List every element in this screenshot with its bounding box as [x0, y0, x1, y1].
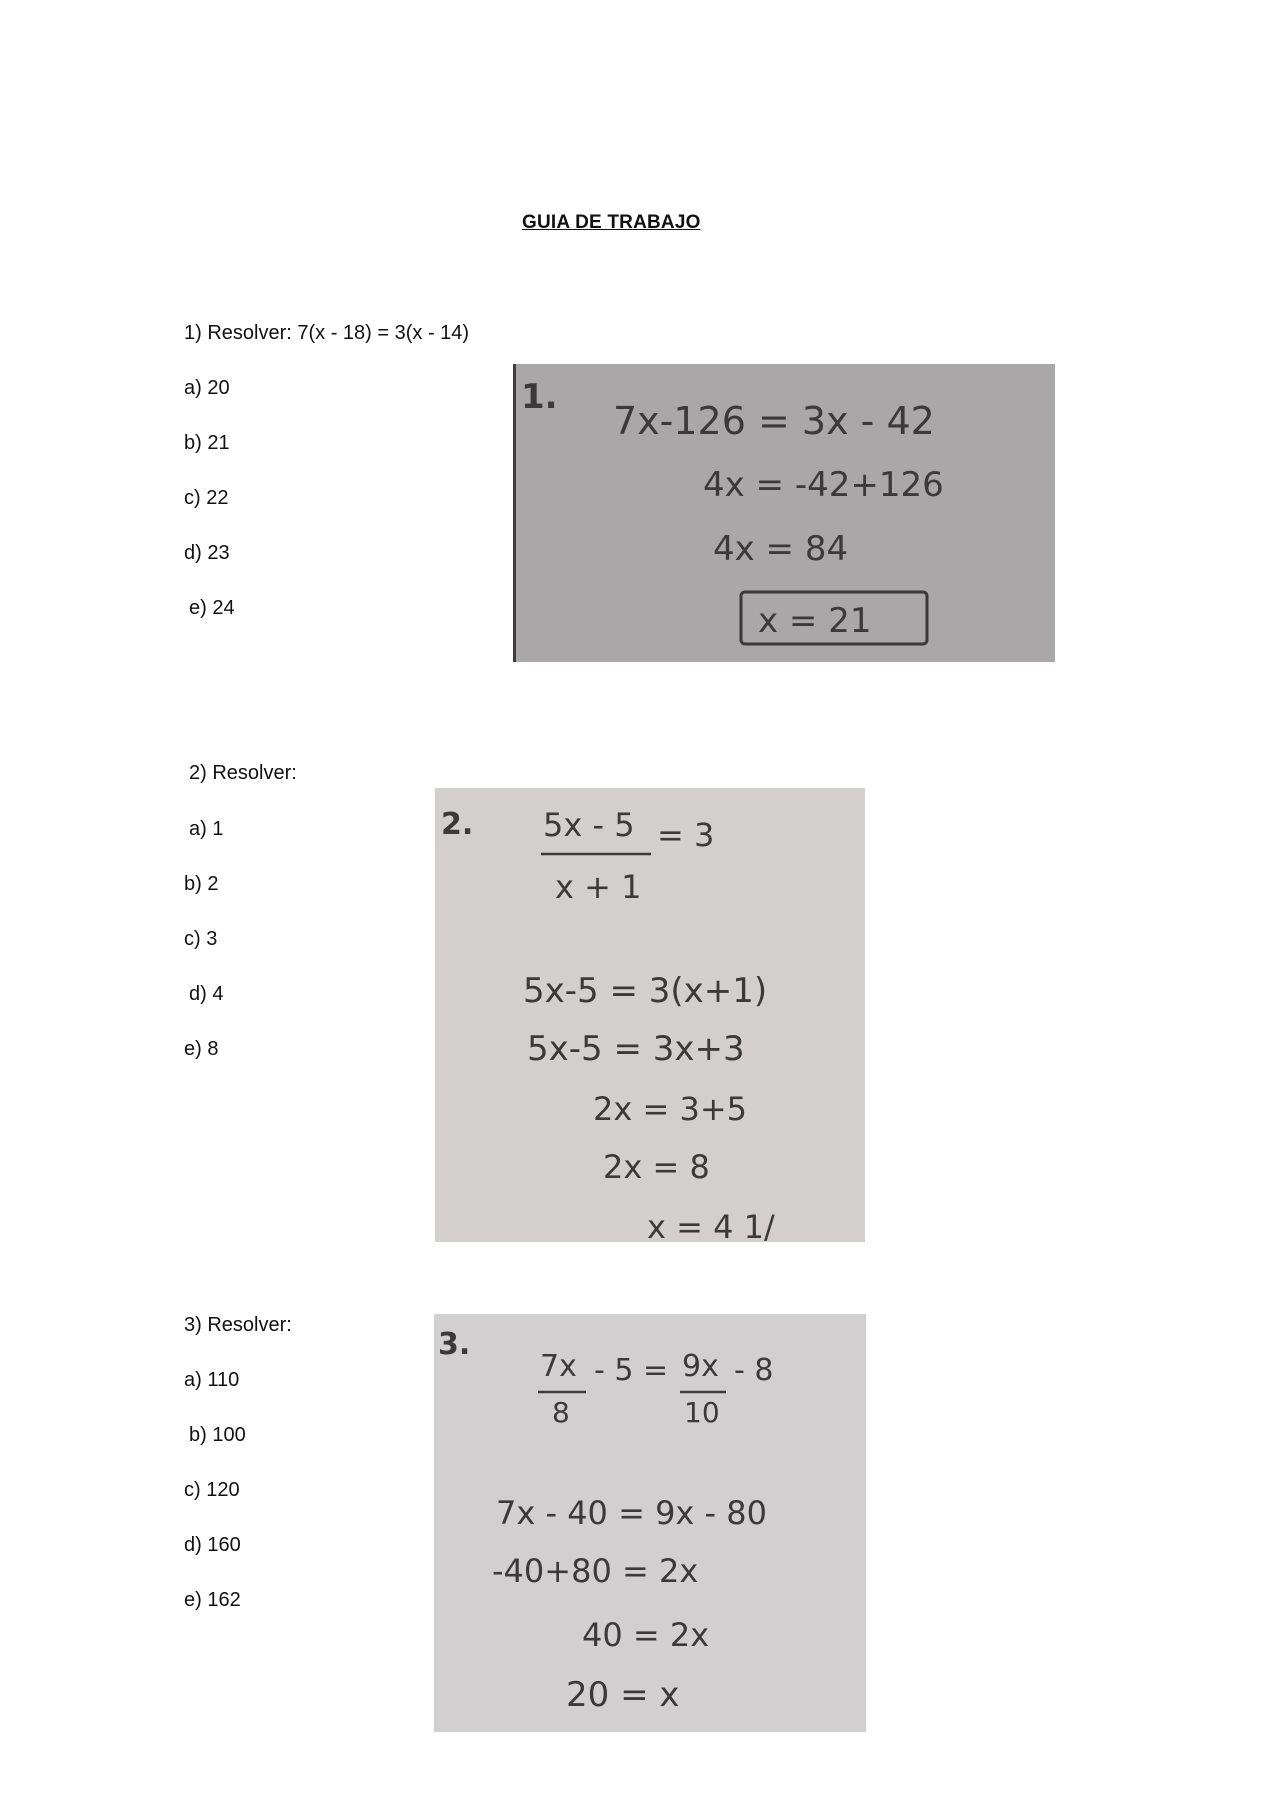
question-3-prompt: 3) Resolver: — [184, 1314, 292, 1336]
question-2-option-d: d) 4 — [189, 983, 224, 1005]
question-2-rhs: = 3 — [657, 816, 715, 854]
question-1-work-number: 1. — [521, 377, 558, 417]
question-2-handwriting — [435, 788, 865, 1242]
question-3-tail: - 8 — [734, 1353, 774, 1388]
question-1-option-c: c) 22 — [184, 487, 229, 509]
question-2-work-line-4: 2x = 8 — [603, 1148, 710, 1186]
question-2-option-a: a) 1 — [189, 818, 224, 840]
question-3-option-a: a) 110 — [184, 1369, 240, 1391]
question-3-work-photo — [434, 1314, 866, 1732]
question-2-work-line-1: 5x-5 = 3(x+1) — [523, 971, 768, 1011]
question-3-work-number: 3. — [438, 1327, 471, 1362]
question-1-option-e: e) 24 — [189, 597, 235, 619]
question-2-denominator: x + 1 — [555, 868, 642, 906]
question-1-handwriting — [513, 364, 1055, 662]
question-2-option-b: b) 2 — [184, 873, 219, 895]
question-2-prompt: 2) Resolver: — [189, 762, 297, 784]
question-3-option-b: b) 100 — [189, 1424, 246, 1446]
question-2-work-line-3: 2x = 3+5 — [593, 1090, 747, 1128]
question-3-option-e: e) 162 — [184, 1589, 241, 1611]
question-1-option-a: a) 20 — [184, 377, 230, 399]
question-3-handwriting — [434, 1314, 866, 1732]
question-3-frac2-den: 10 — [684, 1396, 720, 1429]
question-2-option-c: c) 3 — [184, 928, 218, 950]
question-1-work-photo — [513, 364, 1055, 662]
question-3-work-line-2: -40+80 = 2x — [492, 1552, 699, 1590]
question-2-option-e: e) 8 — [184, 1038, 219, 1060]
question-2-work-photo — [435, 788, 865, 1242]
question-3-middle: - 5 = — [594, 1353, 669, 1388]
question-1-work-line-3: 4x = 84 — [713, 529, 849, 569]
question-3-work-line-4: 20 = x — [566, 1675, 680, 1715]
question-3-work-line-1: 7x - 40 = 9x - 80 — [496, 1494, 767, 1532]
question-2-work-number: 2. — [441, 807, 474, 842]
question-2-numerator: 5x - 5 — [543, 806, 635, 844]
question-1-option-b: b) 21 — [184, 432, 230, 454]
question-3-frac1-den: 8 — [552, 1396, 570, 1429]
question-1-prompt: 1) Resolver: 7(x - 18) = 3(x - 14) — [184, 322, 470, 344]
question-1-work-line-2: 4x = -42+126 — [703, 465, 944, 505]
question-3-option-c: c) 120 — [184, 1479, 240, 1501]
question-1-work-line-1: 7x-126 = 3x - 42 — [613, 399, 935, 443]
page-title: GUIA DE TRABAJO — [522, 212, 701, 233]
question-3-option-d: d) 160 — [184, 1534, 241, 1556]
question-2-work-line-2: 5x-5 = 3x+3 — [527, 1029, 745, 1069]
question-3-frac2-num: 9x — [682, 1349, 719, 1384]
question-3-frac1-num: 7x — [540, 1349, 577, 1384]
question-2-work-line-5: x = 4 1/ — [647, 1208, 775, 1242]
question-3-work-line-3: 40 = 2x — [582, 1616, 710, 1654]
question-1-work-line-4: x = 21 — [758, 601, 872, 641]
question-1-option-d: d) 23 — [184, 542, 230, 564]
